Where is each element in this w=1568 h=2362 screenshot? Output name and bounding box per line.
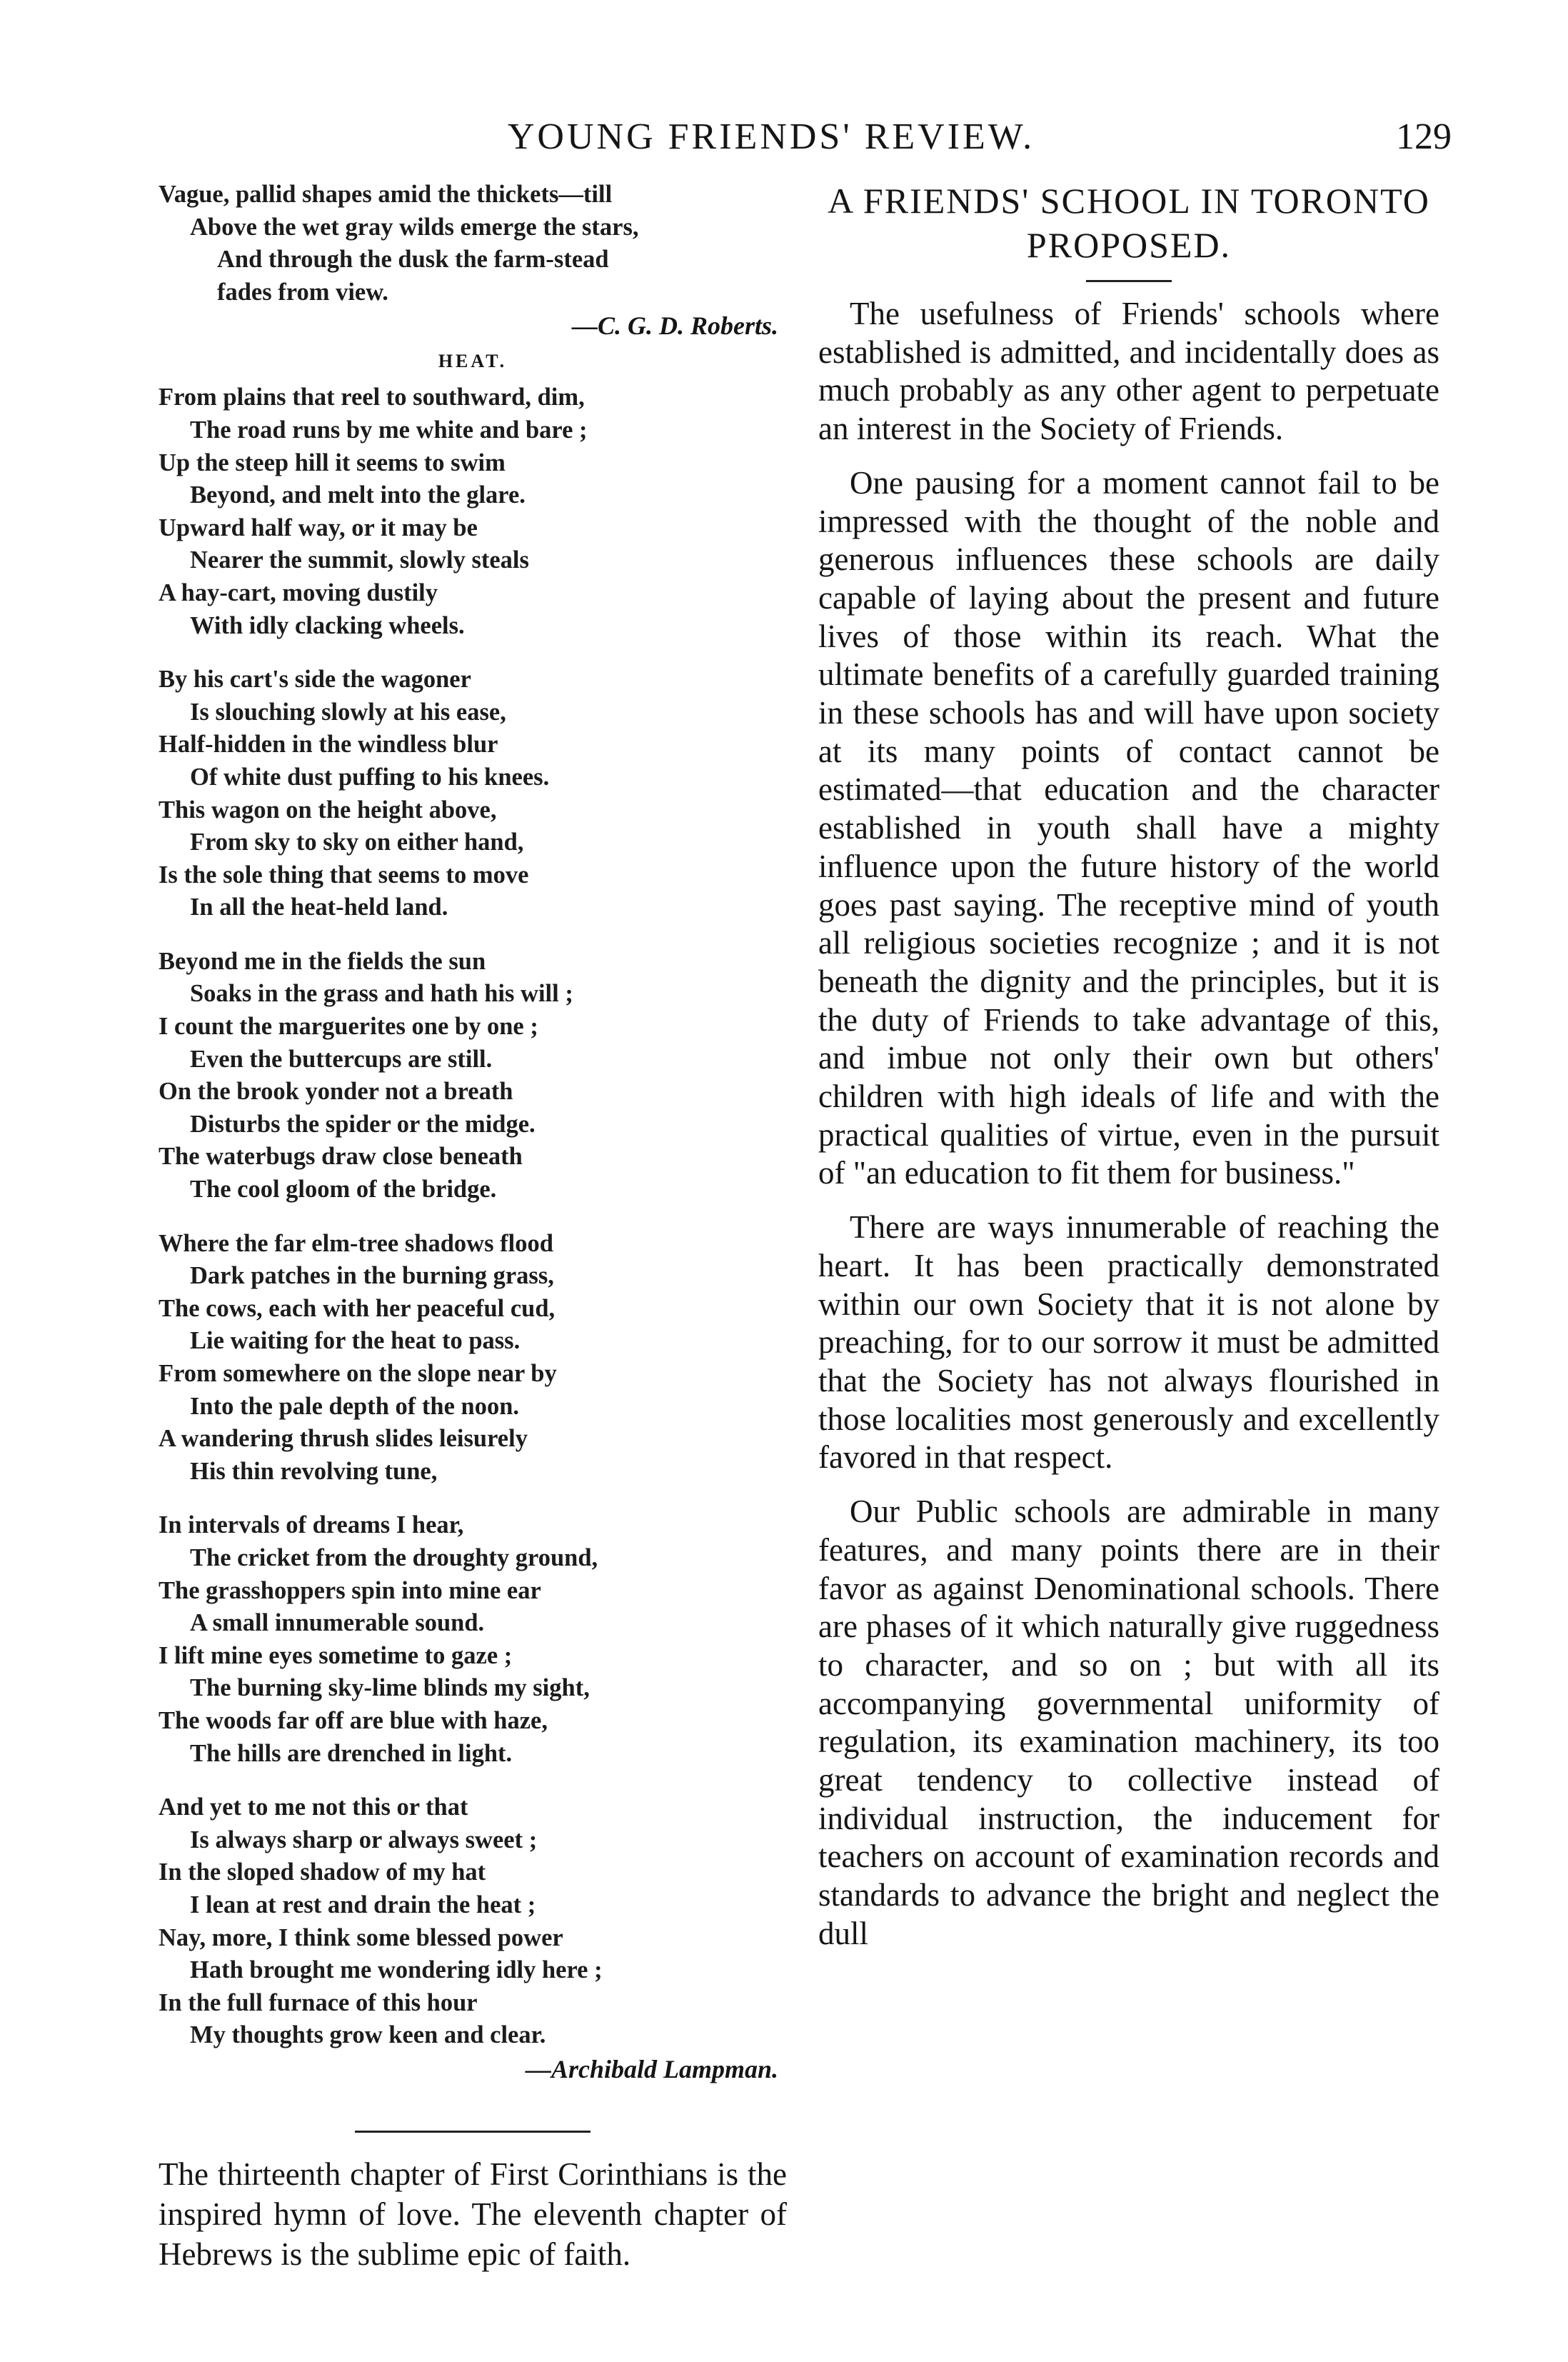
poem-line: And yet to me not this or that: [159, 1793, 468, 1821]
poem-line: With idly clacking wheels.: [190, 611, 465, 639]
poem-line: Is the sole thing that seems to move: [159, 861, 529, 889]
poem-line: Lie waiting for the heat to pass.: [190, 1327, 521, 1355]
poem-line: Above the wet gray wilds emerge the stars,: [190, 213, 639, 241]
poem-line: Is slouching slowly at his ease,: [190, 698, 506, 726]
stanza: [159, 664, 787, 924]
article-title: A FRIENDS' SCHOOL IN TORONTO PROPOSED.: [828, 181, 1430, 265]
poem-line: The burning sky-lime blinds my sight,: [190, 1674, 590, 1702]
poem-line: A small innumerable sound.: [190, 1609, 485, 1637]
poem-line: The waterbugs draw close beneath: [159, 1143, 523, 1171]
poem-line: My thoughts grow keen and clear.: [190, 2021, 546, 2049]
poem-line: In intervals of dreams I hear,: [159, 1511, 464, 1539]
poem-line: Even the buttercups are still.: [190, 1045, 493, 1073]
poem-line: Beyond, and melt into the glare.: [190, 481, 526, 509]
poem-line: The cool gloom of the bridge.: [190, 1176, 497, 1203]
stanza: [159, 1791, 787, 2052]
poem-line: From sky to sky on either hand,: [190, 829, 524, 856]
left-column: [159, 179, 787, 2274]
poem-line: Dark patches in the burning grass,: [190, 1262, 554, 1290]
poem-fragment: [159, 179, 787, 309]
running-head: [0, 116, 1568, 166]
poem-line: In all the heat-held land.: [190, 894, 448, 921]
poem-line: I count the marguerites one by one ;: [159, 1013, 538, 1041]
poem-line: Nay, more, I think some blessed power: [159, 1923, 563, 1951]
poem-line: I lift mine eyes sometime to gaze ;: [159, 1641, 513, 1669]
poem-line: Where the far elm-tree shadows flood: [159, 1229, 553, 1257]
stanza: [159, 381, 787, 642]
poem-line: Of white dust puffing to his knees.: [190, 763, 550, 791]
poem-line: Is always sharp or always sweet ;: [190, 1826, 538, 1853]
poem-line: And through the dusk the farm-stead: [217, 246, 609, 274]
poem-fragment-attribution: —C. G. D. Roberts.: [571, 311, 778, 341]
poem-line: Into the pale depth of the noon.: [190, 1392, 520, 1420]
section-divider: [355, 2131, 590, 2133]
poem-line: The road runs by me white and bare ;: [190, 416, 588, 444]
stanza: [159, 946, 787, 1206]
poem-line: Soaks in the grass and hath his will ;: [190, 980, 573, 1008]
poem-line: From plains that reel to southward, dim,: [159, 384, 585, 411]
poem-line: A hay-cart, moving dustily: [159, 579, 438, 606]
stanza: [159, 1509, 787, 1770]
article-paragraph: Our Public schools are admirable in many features, and many points there are in their favor as against Denominational schools. There are phases of it which naturally give ruggedness to character, and so on ; but with all its accompanying governmental uniformity of regulation, its examination machinery, its too great tendency to collective instead of individual instruction, the inducement for teachers on account of examination records and standards to advance the bright and neglect the dull: [818, 1493, 1439, 1951]
poem-line: Beyond me in the fields the sun: [159, 947, 486, 975]
poem-line: fades from view.: [217, 278, 388, 306]
poem-line: This wagon on the height above,: [159, 796, 497, 824]
poem-line: Upward half way, or it may be: [159, 514, 478, 541]
poem-line: On the brook yonder not a breath: [159, 1078, 513, 1106]
poem-title: HEAT.: [438, 351, 508, 372]
poem-line: Hath brought me wondering idly here ;: [190, 1956, 603, 1984]
poem-line: In the full furnace of this hour: [159, 1988, 478, 2016]
poem-line: Up the steep hill it seems to swim: [159, 449, 506, 476]
article-body: [818, 295, 1439, 1953]
poem-line: A wandering thrush slides leisurely: [159, 1425, 528, 1453]
poem-body: [159, 381, 787, 2052]
poem-line: The grasshoppers spin into mine ear: [159, 1576, 541, 1604]
right-column: [818, 179, 1439, 1969]
title-rule: [1086, 280, 1172, 282]
poem-line: From somewhere on the slope near by: [159, 1360, 557, 1387]
poem-line: Disturbs the spider or the midge.: [190, 1110, 536, 1138]
article-paragraph: One pausing for a moment cannot fail to be impressed with the thought of the noble and generous influences these schools are daily capable of laying about the present and future lives of those within its reach. What the ultimate benefits of a carefully guarded training in these schools has and will have upon society at its many points of contact cannot be estimated—that education and the character established in youth shall have a mighty influence upon the future history of the world goes past saying. The receptive mind of youth all religious societies recognize ; and it is not beneath the dignity and the principles, but it is the duty of Friends to take advantage of this, and imbue not only their own but others' children with high ideals of life and with the practical qualities of virtue, even in the pursuit of "an education to fit them for business.": [818, 464, 1439, 1191]
poem-line: By his cart's side the wagoner: [159, 666, 471, 694]
poem-line: Half-hidden in the windless blur: [159, 731, 498, 759]
journal-title: YOUNG FRIENDS' REVIEW.: [507, 116, 1035, 157]
closing-note: The thirteenth chapter of First Corinthians is the inspired hymn of love. The eleventh chapter of Hebrews is the sublime epic of faith.: [159, 2156, 787, 2272]
poem-line: The hills are drenched in light.: [190, 1739, 513, 1767]
poem-line: Nearer the summit, slowly steals: [190, 546, 529, 574]
poem-line: I lean at rest and drain the heat ;: [190, 1891, 536, 1918]
stanza: [159, 1228, 787, 1488]
article-paragraph: There are ways innumerable of reaching the heart. It has been practically demonstrated within our own Society that it is not alone by preaching, for to our sorrow it must be admitted that the Society has not always flourished in those localities most generously and excellently favored in that respect.: [818, 1209, 1439, 1476]
poem-line: Vague, pallid shapes amid the thickets—till: [159, 181, 613, 208]
page-number: 129: [1396, 116, 1452, 157]
article-paragraph: The usefulness of Friends' schools where established is admitted, and incidentally does as much probably as any other agent to perpetuate an interest in the Society of Friends.: [818, 296, 1439, 447]
poem-line: The woods far off are blue with haze,: [159, 1706, 548, 1734]
poem-line: In the sloped shadow of my hat: [159, 1858, 486, 1886]
poem-line: His thin revolving tune,: [190, 1457, 438, 1485]
poem-line: The cows, each with her peaceful cud,: [159, 1294, 556, 1322]
poem-attribution: —Archibald Lampman.: [525, 2054, 778, 2083]
poem-line: The cricket from the droughty ground,: [190, 1543, 598, 1571]
